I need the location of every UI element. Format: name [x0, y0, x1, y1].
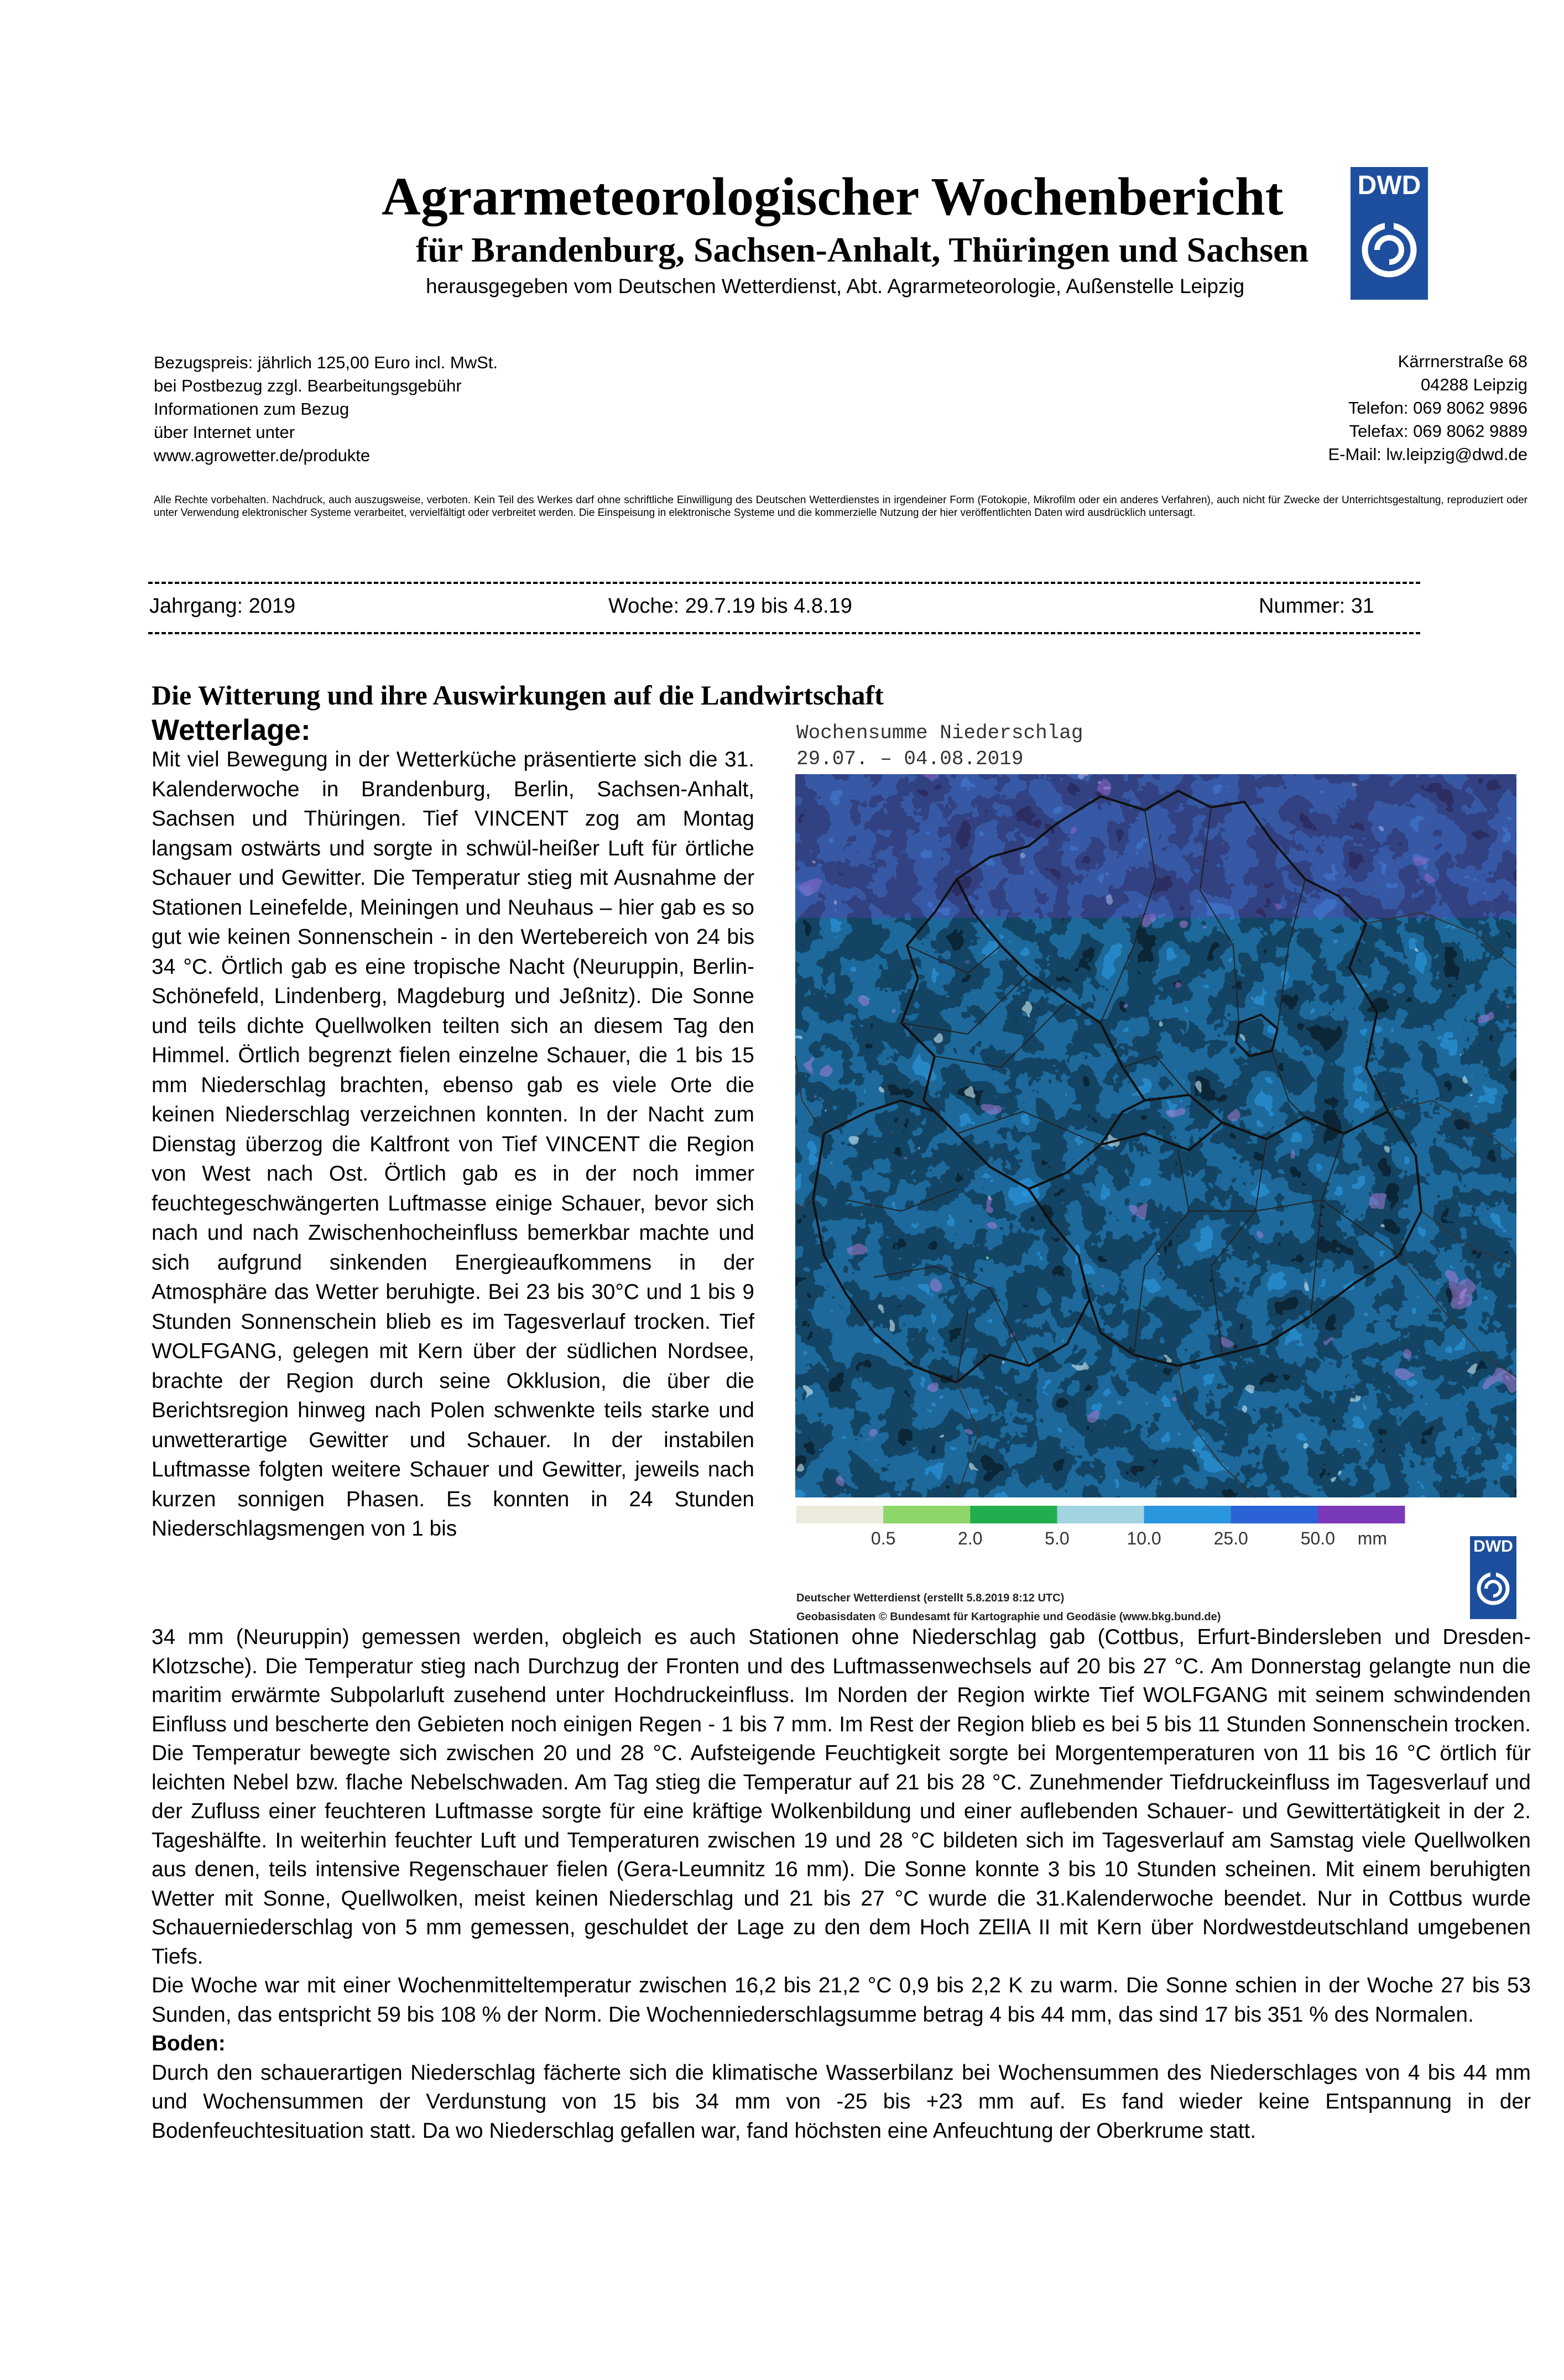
- fax-line: Telefax: 069 8062 9889: [1349, 421, 1527, 441]
- map-credit-dwd: Deutscher Wetterdienst (erstellt 5.8.2019 8:12 UTC): [796, 1592, 1065, 1604]
- subscription-line: Bezugspreis: jährlich 125,00 Euro incl. MwSt.: [154, 353, 498, 372]
- email-link[interactable]: E-Mail: lw.leipzig@dwd.de: [1328, 445, 1527, 464]
- report-title: Agrarmeteorologischer Wochenbericht: [382, 167, 1284, 227]
- subscription-info: [154, 351, 498, 467]
- phone-line: Telefon: 069 8062 9896: [1348, 398, 1527, 417]
- weekly-summary: Die Woche war mit einer Wochenmitteltemperatur zwischen 16,2 bis 21,2 °C 0,9 bis 2,2 K zu warm. Die Sonne schien in der Woche 27 bis 53 Sunden, das entspricht 59 bis 108 % der Norm. Die Wochenniederschlagsumme betrag 4 bis 44 mm, das sind 17 bis 351 % des Normalen.: [152, 1974, 1531, 2027]
- address-line: 04288 Leipzig: [1420, 375, 1527, 394]
- rights-notice: Alle Rechte vorbehalten. Nachdruck, auch auszugsweise, verboten. Kein Teil des Werkes darf ohne schriftliche Einwilligung des Deutschen Wetterdienstes in irgendeiner Form (Fotokopie, Mikrofilm oder ein anderes Verfahren), auch nicht für Zwecke der Unterrichtsgestaltung, reproduziert oder unter Verwendung elektronischer Systeme verarbeitet, vervielfältigt oder verbreitet werden. Die Einspeisung in elektronische Systeme und die kommerzielle Nutzung der hier veröffentlichten Daten wird ausdrücklich untersagt.: [154, 494, 1527, 519]
- legend-swatch: [796, 1506, 884, 1523]
- wetterlage-text-continued: 34 mm (Neuruppin) gemessen werden, obgleich es auch Stationen ohne Niederschlag gab (Cottbus, Erfurt-Bindersleben und Dresden-Klotzsche). Die Temperatur stieg nach Durchzug der Fronten und des Luftmassenwechsels auf 20 bis 27 °C. Am Donnerstag gelangte nun die maritim erwärmte Subpolarluft zusehend unter Hochdruckeinfluss. Im Norden der Region wirkte Tief WOLFGANG mit seinem schwindenden Einfluss und bescherte den Gebieten noch einigen Regen - 1 bis 7 mm. Im Rest der Region blieb es bei 5 bis 11 Stunden Sonnenschein trocken. Die Temperatur bewegte sich zwischen 20 und 28 °C. Aufsteigende Feuchtigkeit sorgte bei Morgentemperaturen von 11 bis 16 °C örtlich für leichten Nebel bzw. flache Nebelschwaden. Am Tag stieg die Temperatur auf 21 bis 28 °C. Zunehmender Tiefdruckeinfluss im Tagesverlauf und der Zufluss einer feuchteren Luftmasse sorgte für eine kräftige Wolkenbildung und einer auflebenden Schauer- und Gewittertätigkeit in der 2. Tageshälfte. In weiterhin feuchter Luft und Temperaturen zwischen 19 und 28 °C bildeten sich im Tagesverlauf am Samstag viele Quellwolken aus denen, teils intensive Regenschauer fielen (Gera-Leumnitz 16 mm). Die Sonne konnte 3 bis 10 Stunden scheinen. Mit einem beruhigten Wetter mit Sonne, Quellwolken, meist keinen Niederschlag und 21 bis 27 °C wurde die 31.Kalenderwoche beendet. Nur in Cottbus wurde Schauerniederschlag von 5 mm gemessen, geschuldet der Lage zu den dem Hoch ZElIA II mit Kern über Nordwestdeutschland umgebenen Tiefs.: [152, 1625, 1531, 1969]
- precipitation-raster: [795, 774, 1516, 1497]
- woche: Woche: 29.7.19 bis 4.8.19: [608, 594, 852, 618]
- legend-swatch: [1144, 1506, 1232, 1523]
- map-dwd-logo: [1470, 1536, 1516, 1619]
- dwd-swirl-icon: [1351, 167, 1428, 300]
- map-dwd-logo-text: DWD: [1473, 1537, 1513, 1556]
- dwd-logo: [1351, 167, 1428, 300]
- dwd-logo-text: DWD: [1357, 171, 1421, 200]
- map-dwd-swirl-icon: [1470, 1536, 1516, 1619]
- legend-tick-label: 25.0: [1213, 1528, 1248, 1548]
- legend-tick-label: 50.0: [1300, 1528, 1335, 1548]
- publisher-line: herausgegeben vom Deutschen Wetterdienst, Abt. Agrarmeteorologie, Außenstelle Leipzig: [426, 275, 1245, 298]
- boden-text: Durch den schauerartigen Niederschlag fächerte sich die klimatische Wasserbilanz bei Wochensummen des Niederschlages von 4 bis 44 mm und Wochensummen der Verdunstung von 15 bis 34 mm von -25 bis +23 mm auf. Es fand wieder keine Entspannung in der Bodenfeuchtesituation statt. Da wo Niederschlag gefallen war, fand höchsten eine Anfeuchtung der Oberkrume statt.: [152, 2060, 1531, 2143]
- legend-tick-label: 10.0: [1127, 1528, 1161, 1548]
- address-line: Kärrnerstraße 68: [1398, 352, 1527, 371]
- full-width-text: [152, 1623, 1531, 2146]
- divider-top: [148, 582, 1420, 584]
- map-title: Wochensumme Niederschlag: [796, 722, 1083, 744]
- map-credit-bkg: Geobasisdaten © Bundesamt für Kartographie und Geodäsie (www.bkg.bund.de): [796, 1611, 1221, 1623]
- subscription-line: Informationen zum Bezug: [154, 399, 350, 419]
- subscription-link[interactable]: www.agrowetter.de/produkte: [154, 446, 371, 465]
- jahrgang: Jahrgang: 2019: [149, 594, 296, 618]
- nummer: Nummer: 31: [1259, 594, 1375, 618]
- wetterlage-text-column: Mit viel Bewegung in der Wetterküche präsentierte sich die 31. Kalenderwoche in Brandenburg, Berlin, Sachsen-Anhalt, Sachsen und Thüringen. Tief VINCENT zog am Montag langsam ostwärts und sorgte in schwül-heißer Luft für örtliche Schauer und Gewitter. Die Temperatur stieg mit Ausnahme der Stationen Leinefelde, Meiningen und Neuhaus – hier gab es so gut wie keinen Sonnenschein - in den Wertebereich von 24 bis 34 °C. Örtlich gab es eine tropische Nacht (Neuruppin, Berlin-Schönefeld, Lindenberg, Magdeburg und Jeßnitz). Die Sonne und teils dichte Quellwolken teilten sich an diesem Tag den Himmel. Örtlich begrenzt fielen einzelne Schauer, die 1 bis 15 mm Niederschlag brachten, ebenso gab es viele Orte die keinen Niederschlag verzeichnen konnten. In der Nacht zum Dienstag überzog die Kaltfront von Tief VINCENT die Region von West nach Ost. Örtlich gab es in der noch immer feuchtegeschwängerten Luftmasse einige Schauer, bevor sich nach und nach Zwischenhocheinfluss bemerkbar machte und sich aufgrund sinkenden Energieaufkommens in der Atmosphäre das Wetter beruhigte. Bei 23 bis 30°C und 1 bis 9 Stunden Sonnenschein blieb es im Tagesverlauf trocken. Tief WOLFGANG, gelegen mit Kern über der südlichen Nordsee, brachte der Region durch seine Okklusion, die über die Berichtsregion hinweg nach Polen schwenkte teils starke und unwetterartige Gewitter und Schauer. In der instabilen Luftmasse folgten weitere Schauer und Gewitter, jeweils nach kurzen sonnigen Phasen. Es konnten in 24 Stunden Niederschlagsmengen von 1 bis: [152, 748, 754, 1541]
- wetterlage-heading: Wetterlage:: [152, 714, 311, 747]
- precipitation-map-figure: [791, 713, 1521, 1642]
- report-subtitle: für Brandenburg, Sachsen-Anhalt, Thüringen und Sachsen: [416, 230, 1309, 269]
- legend-unit: mm: [1357, 1528, 1388, 1548]
- legend-tick-label: 5.0: [1045, 1528, 1070, 1548]
- legend-swatch: [970, 1506, 1057, 1523]
- legend-swatch: [883, 1506, 971, 1523]
- section-title: Die Witterung und ihre Auswirkungen auf die Landwirtschaft: [152, 680, 884, 711]
- legend-tick-label: 0.5: [870, 1528, 896, 1548]
- legend-tick-label: 2.0: [958, 1528, 983, 1548]
- subscription-line: bei Postbezug zzgl. Bearbeitungsgebühr: [154, 376, 462, 395]
- legend: [796, 1506, 1405, 1548]
- boden-heading: Boden:: [152, 2032, 226, 2055]
- divider-bottom: [148, 632, 1420, 634]
- issue-info: [148, 594, 1387, 622]
- map-date-range: 29.07. – 04.08.2019: [796, 748, 1024, 770]
- address-block: [1328, 350, 1527, 466]
- legend-swatch: [1057, 1506, 1144, 1523]
- subscription-line: über Internet unter: [154, 422, 295, 442]
- legend-swatch: [1318, 1506, 1405, 1523]
- legend-swatch: [1231, 1506, 1318, 1523]
